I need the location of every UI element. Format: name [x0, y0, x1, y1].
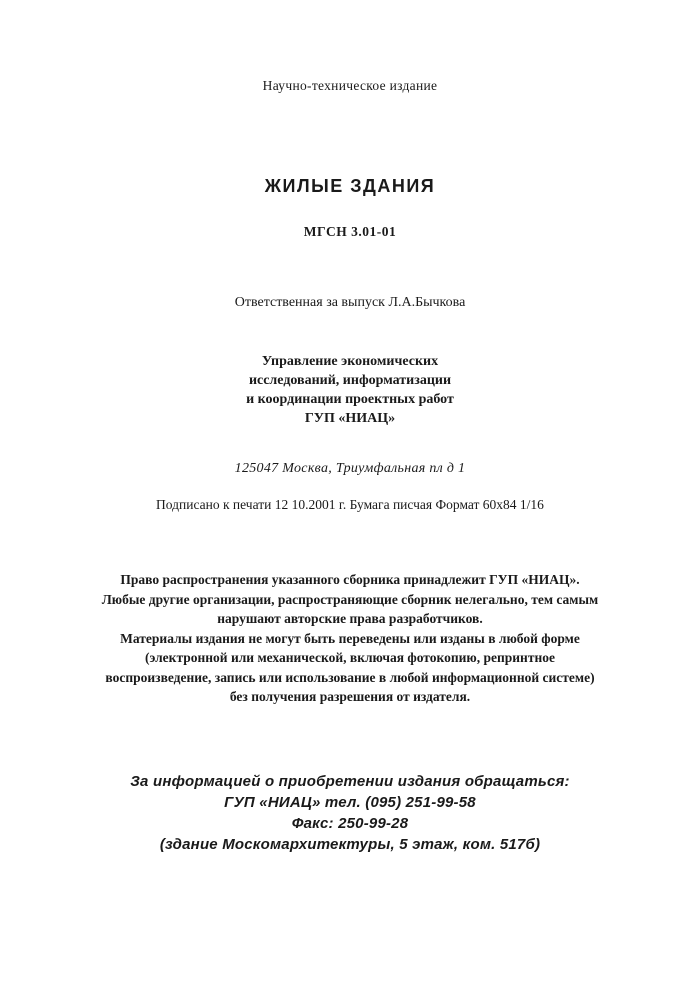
purchase-contact-block [0, 771, 700, 855]
copyright-line: Материалы издания не могут быть переведены или изданы в любой форме [120, 630, 580, 646]
publisher-block [0, 352, 700, 428]
contact-line: Факс: 250-99-28 [291, 815, 409, 832]
page-title: ЖИЛЫЕ ЗДАНИЯ [264, 176, 436, 196]
publisher-line: исследований, информатизации [248, 373, 452, 388]
copyright-notice [0, 570, 700, 707]
responsible-editor-line: Ответственная за выпуск Л.А.Бычкова [234, 295, 466, 310]
print-info-line: Подписано к печати 12 10.2001 г. Бумага писчая Формат 60х84 1/16 [156, 497, 544, 512]
contact-line: ГУП «НИАЦ» тел. (095) 251-99-58 [224, 794, 476, 811]
copyright-line: воспроизведение, запись или использование в любой информационной системе) [105, 669, 595, 685]
copyright-line: Любые другие организации, распространяющие сборник нелегально, тем самым [101, 591, 599, 607]
copyright-line: (электронной или механической, включая фотокопию, репринтное [145, 650, 555, 665]
document-number: МГСН 3.01-01 [303, 224, 397, 239]
publisher-line: Управление экономических [261, 354, 439, 369]
edition-type-line: Научно-техническое издание [262, 78, 438, 93]
publisher-line: ГУП «НИАЦ» [304, 411, 396, 426]
contact-line: (здание Москомархитектуры, 5 этаж, ком. 517б) [159, 836, 541, 853]
copyright-line: Право распространения указанного сборника принадлежит ГУП «НИАЦ». [120, 572, 580, 587]
contact-line: За информацией о приобретении издания обращаться: [130, 773, 570, 790]
copyright-line: нарушают авторские права разработчиков. [217, 611, 483, 626]
publisher-address: 125047 Москва, Триумфальная пл д 1 [234, 461, 466, 476]
publisher-line: и координации проектных работ [246, 392, 454, 407]
copyright-line: без получения разрешения от издателя. [229, 689, 471, 704]
